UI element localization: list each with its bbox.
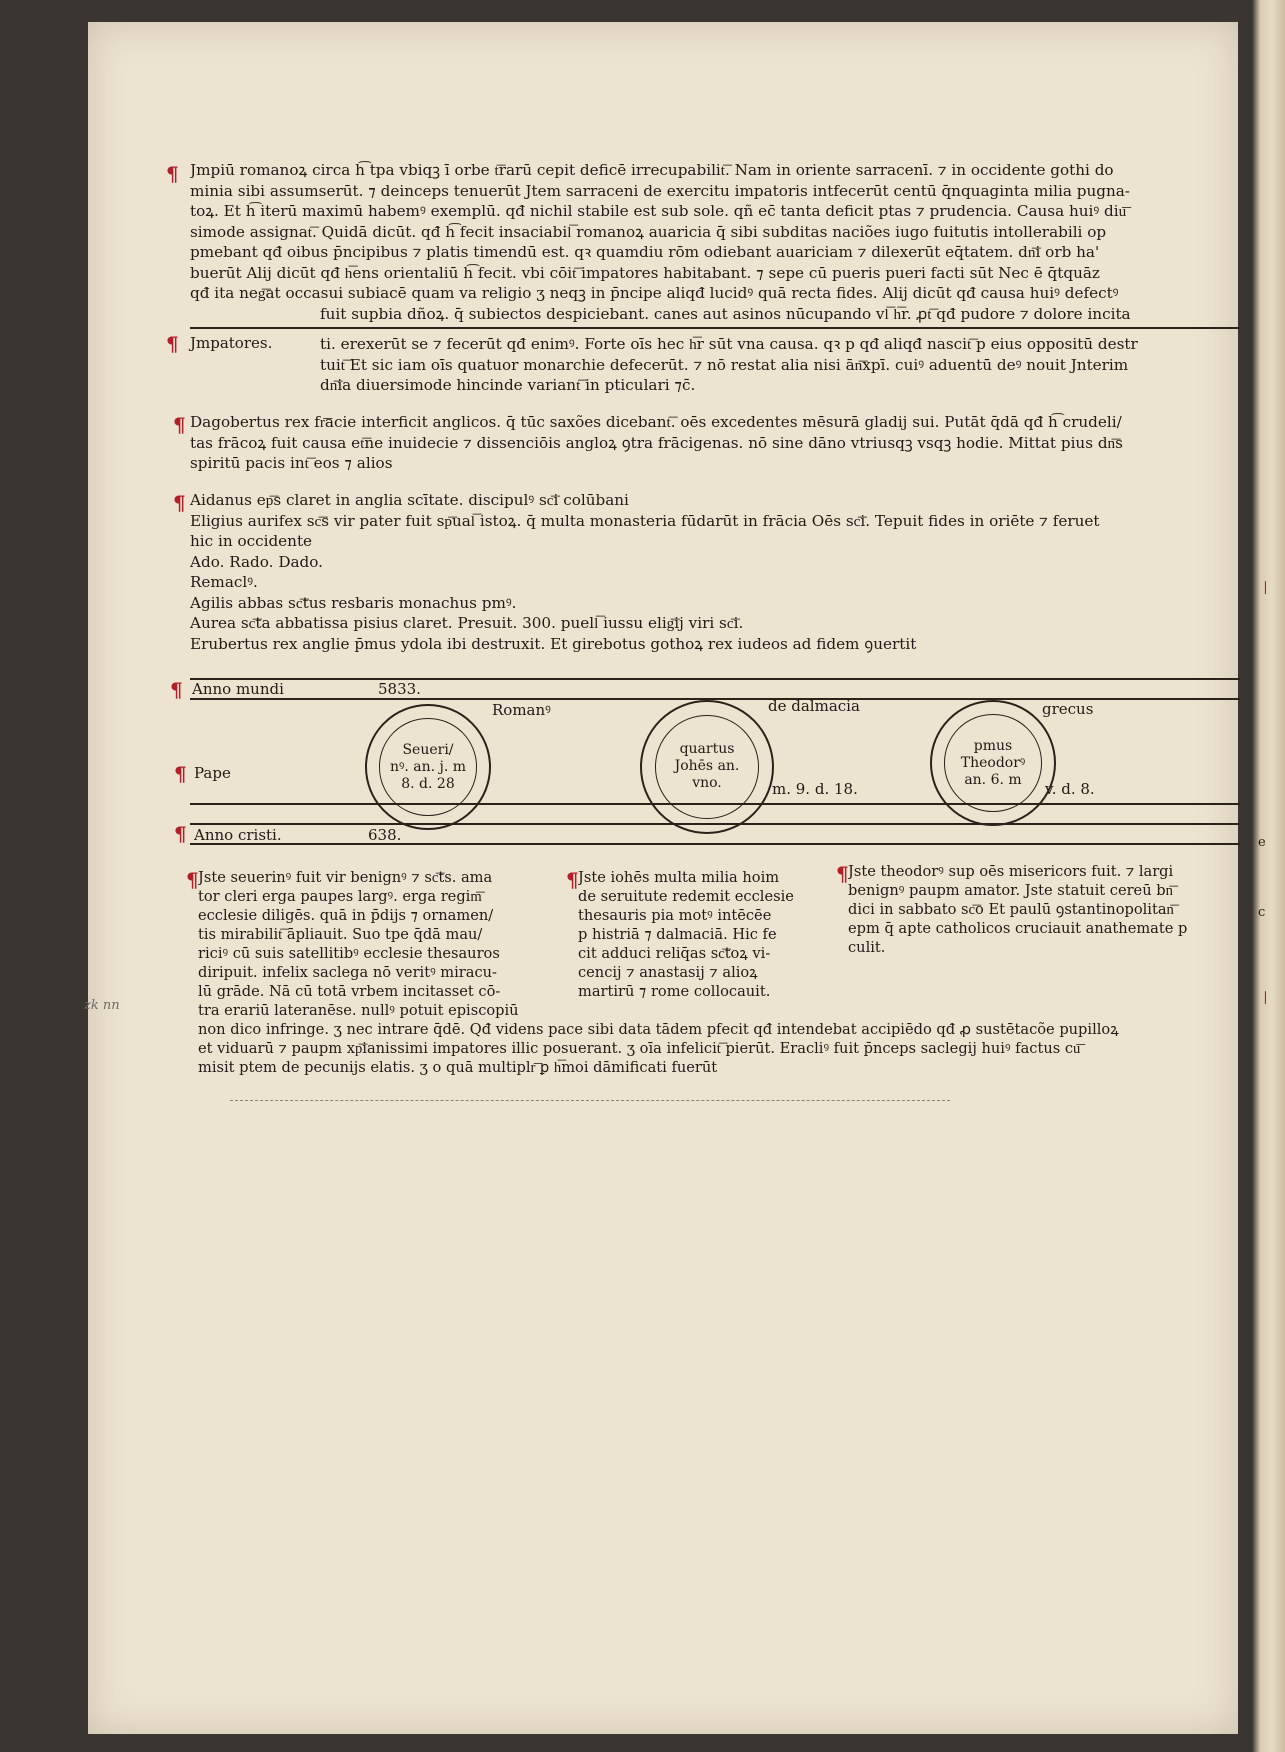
text-line: benignꝰ paupm amator. Jste statuit cereū bn͞ xyxy=(848,882,1173,899)
edge-text-fragment: c xyxy=(1258,905,1266,920)
text-line: martirū ⁊ rome collocauit. xyxy=(578,983,771,1000)
roundel-line: vno. xyxy=(692,775,722,792)
de-dalmacia-label: de dalmacia xyxy=(768,697,860,715)
pape-label: Pape xyxy=(194,764,231,782)
text-line: simode assignat͞. Quidā dicūt. qđ h͡ fecit insaciabil͞ romanoꝝ auaricia q̄ sibi subditas naciões iugo fuitutis intollerabili op xyxy=(190,222,1107,241)
pilcrow-mark: ¶ xyxy=(170,678,183,702)
text-line: cencij ⁊ anastasij ⁊ alioꝝ xyxy=(578,964,758,981)
roundel-line: pmus xyxy=(973,737,1013,754)
roundel-line: Seueri/ xyxy=(402,741,454,758)
text-line: et viduarū ⁊ paupm xp͞ianissimi impatores illic posuerant. ʒ oīa infelicit͞ pierūt. Eracliꝰ fuit p̄nceps saclegij huiꝰ factus cu͞ xyxy=(198,1040,1081,1057)
roundel-line: 8. d. 28 xyxy=(401,775,455,792)
edge-rubric-mark: ❘ xyxy=(1260,580,1271,595)
text-line: cit adduci reliq̄as sc͞toꝝ vi- xyxy=(578,945,771,962)
text-line: Remaclꝰ. xyxy=(190,573,258,591)
para-impatores xyxy=(320,334,1240,396)
para-dagobertus xyxy=(190,412,1240,474)
text-line: ecclesie diligēs. quā in p̄dijs ⁊ ornamen/ xyxy=(198,907,494,924)
pilcrow-mark: ¶ xyxy=(566,868,579,892)
romanus-label: Romanꝰ xyxy=(492,701,551,719)
rule-line xyxy=(190,678,1240,680)
edge-text-fragment: e xyxy=(1258,835,1266,850)
text-line: spiritū pacis int͞ eos ⁊ alios xyxy=(190,454,393,472)
rule-line xyxy=(190,843,1240,845)
text-line: lū grāde. Nā cū totā vrbem incitasset cō- xyxy=(198,983,501,1000)
text-line: tra erariū lateranēse. nullꝰ potuit episcopiū xyxy=(198,1002,519,1019)
text-line: ti. erexerūt se ⁊ fecerūt qđ enimꝰ. Forte oīs hec h͞r sūt vna causa. qꝛ p qđ aliqđ nascit͞ p eius oppositū destr xyxy=(320,335,1138,353)
grecus-label: grecus xyxy=(1042,700,1094,718)
pilcrow-mark: ¶ xyxy=(174,822,187,846)
text-line: tuit͞ Et sic iam oīs quatuor monarchie defecerūt. ⁊ nō restat alia nisi ān͞xpī. cuiꝰ aduentū deꝰ nouit Jnterim xyxy=(320,355,1129,374)
text-line: Erubertus rex anglie p̄mus ydola ibi destruxit. Et girebotus gothoꝝ rex iudeos ad fidem ꝯuertit xyxy=(190,634,917,653)
text-line: toꝝ. Et h͡ iterū maximū habemꝰ exemplū. qđ nichil stabile est sub sole. qñ ec̄ tanta deficit ptas ⁊ prudencia. Causa huiꝰ diu͞ xyxy=(190,202,1127,220)
text-line: buerūt Alij dicūt qđ h͞ens orientaliū h͡ fecit. vbi cōit͞ impatores habitabant. ⁊ sepe cū pueris pueri facti sūt Nec ē q̄tquāz xyxy=(190,263,1100,282)
roundel-line: nꝰ. an. j. m xyxy=(389,758,467,775)
text-line: riciꝰ cū suis satellitibꝰ ecclesie thesauros xyxy=(198,945,500,962)
col-iohannes xyxy=(578,868,823,1001)
para-full-bottom xyxy=(198,1020,1240,1077)
rule-line xyxy=(190,327,1240,329)
text-line: thesauris pia motꝰ intēcēe xyxy=(578,907,772,924)
reign-length-iohannes: m. 9. d. 18. xyxy=(772,780,858,798)
col-theodorus xyxy=(848,862,1240,957)
text-line: dn͞ia diuersimode hincinde variant͞ in pticulari ⁊c̄. xyxy=(320,376,696,394)
text-line: Eligius aurifex sc͞s vir pater fuit sp͞ual͞ istoꝝ. q̄ multa monasteria fūdarūt in frācia Oēs sc͞i. Tepuit fides in oriēte ⁊ feruet xyxy=(190,511,1100,530)
text-line: de seruitute redemit ecclesie xyxy=(578,888,794,905)
text-line: misit ptem de pecunijs elatis. ʒ o quā multiplr͞ ꝑ h͞moi dāmificati fuerūt xyxy=(198,1059,718,1076)
pilcrow-mark: ¶ xyxy=(173,491,186,515)
rule-line xyxy=(190,823,1240,825)
anno-mundi-label: Anno mundi xyxy=(192,680,284,698)
anno-mundi-value: 5833. xyxy=(378,680,421,698)
roundel-line: Johēs an. xyxy=(674,758,740,775)
roundel-line: Theodorꝰ xyxy=(960,754,1026,771)
text-line: tis mirabilit͞ āpliauit. Suo tpe q̄dā mau/ xyxy=(198,926,483,943)
text-line: Jmpiū romanoꝝ circa h͡ tpa vbiqꝫ ī orbe t͞rarū cepit deficē irrecupabilit͞. Nam in oriente sarracenī. ⁊ in occidente gothi do xyxy=(190,161,1114,179)
edge-rubric-mark: ❘ xyxy=(1260,990,1271,1005)
text-line: Dagobertus rex fr͞acie interficit anglicos. q̄ tūc saxões dicebant͞. oēs excedentes mēsurā gladij sui. Putāt q̄dā qđ h͡ crudeli/ xyxy=(190,413,1122,431)
pilcrow-mark: ¶ xyxy=(166,332,179,356)
text-line: p histriā ⁊ dalmaciā. Hic fe xyxy=(578,926,777,943)
text-line: pmebant qđ oibus p̄ncipibus ⁊ platis timendū est. qꝛ quamdiu rōm odiebant auariciam ⁊ dilexerūt eq̄tatem. dn͞i orb ha' xyxy=(190,243,1100,261)
pencil-margin-note: zk nn xyxy=(84,998,120,1013)
text-line: dici in sabbato sc͞o Et paulū ꝯstantinopolitan͞ xyxy=(848,901,1174,918)
text-line: Ado. Rado. Dado. xyxy=(190,552,323,571)
pope-roundel-theodorus xyxy=(930,700,1056,826)
text-line: fuit supbia dñoꝝ. q̄ subiectos despiciebant. canes aut asinos nūcupando vl͞ h͞r. ꝓt͞ qđ pudore ⁊ dolore incita xyxy=(320,304,1131,323)
text-line: tor cleri erga paupes largꝰ. erga regim͞ xyxy=(198,888,482,905)
text-line: Jste theodorꝰ sup oēs misericors fuit. ⁊ largi xyxy=(848,863,1174,880)
text-line: culit. xyxy=(848,939,886,956)
impatores-label: Jmpatores. xyxy=(190,334,273,352)
pilcrow-mark: ¶ xyxy=(173,413,186,437)
text-line: diripuit. infelix saclega nō veritꝰ miracu- xyxy=(198,964,497,981)
pilcrow-mark: ¶ xyxy=(186,868,199,892)
text-line: non dico infringe. ʒ nec intrare q̄dē. Qđ videns pace sibi data tādem pfecit qđ intendebat accipiēdo qđ ꝓ sustētacõe pupilloꝝ xyxy=(198,1021,1119,1038)
text-line: hic in occidente xyxy=(190,532,313,550)
anno-cristi-label: Anno cristi. xyxy=(194,826,282,844)
reign-length-theodorus: v. d. 8. xyxy=(1045,780,1095,798)
anno-cristi-value: 638. xyxy=(368,826,402,844)
text-line: minia sibi assumserūt. ⁊ deinceps tenuerūt Jtem sarraceni de exercitu impatoris intfecerūt centū q̄nquaginta milia pugna- xyxy=(190,181,1130,200)
facing-page-edge xyxy=(1252,0,1285,1752)
pilcrow-mark: ¶ xyxy=(166,162,179,186)
text-line: Agilis abbas sc͞tus resbaris monachus pmꝰ. xyxy=(190,593,517,612)
col-severinus xyxy=(198,868,558,1020)
roundel-line: quartus xyxy=(679,741,735,758)
pope-roundel-iohannes xyxy=(640,700,774,834)
pope-roundel-severinus xyxy=(365,704,491,830)
text-line: epm q̄ apte catholicos cruciauit anathemate p xyxy=(848,920,1188,937)
text-line: Jste iohēs multa milia hoim xyxy=(578,869,780,886)
text-line: Aurea sc͞ta abbatissa pisius claret. Presuit. 300. puell͞ iussu elig͞ij viri sc͞i. xyxy=(190,614,744,632)
text-line: Aidanus ep͞s claret in anglia scītate. discipulꝰ sc͞i colūbani xyxy=(190,491,629,509)
dotted-trace xyxy=(230,1100,950,1101)
para-empire xyxy=(190,160,1240,324)
text-line: tas frācoꝝ fuit causa et͞ne inuidecie ⁊ dissenciōis angloꝝ ꝯtra frācigenas. nō sine dāno vtriusqꝫ vsqꝫ hodie. Mittat pius dn͞s xyxy=(190,433,1123,452)
roundel-line: an. 6. m xyxy=(964,771,1022,788)
text-line: Jste seuerinꝰ fuit vir benignꝰ ⁊ sc͞ts. ama xyxy=(198,869,493,886)
para-saints xyxy=(190,490,1240,654)
pilcrow-mark: ¶ xyxy=(836,862,849,886)
text-line: qđ ita neg͞at occasui subiacē quam va religio ʒ neqꝫ in p̄ncipe aliqđ lucidꝰ quā recta fides. Alij dicūt qđ causa huiꝰ defectꝰ xyxy=(190,284,1119,302)
pilcrow-mark: ¶ xyxy=(174,762,187,786)
